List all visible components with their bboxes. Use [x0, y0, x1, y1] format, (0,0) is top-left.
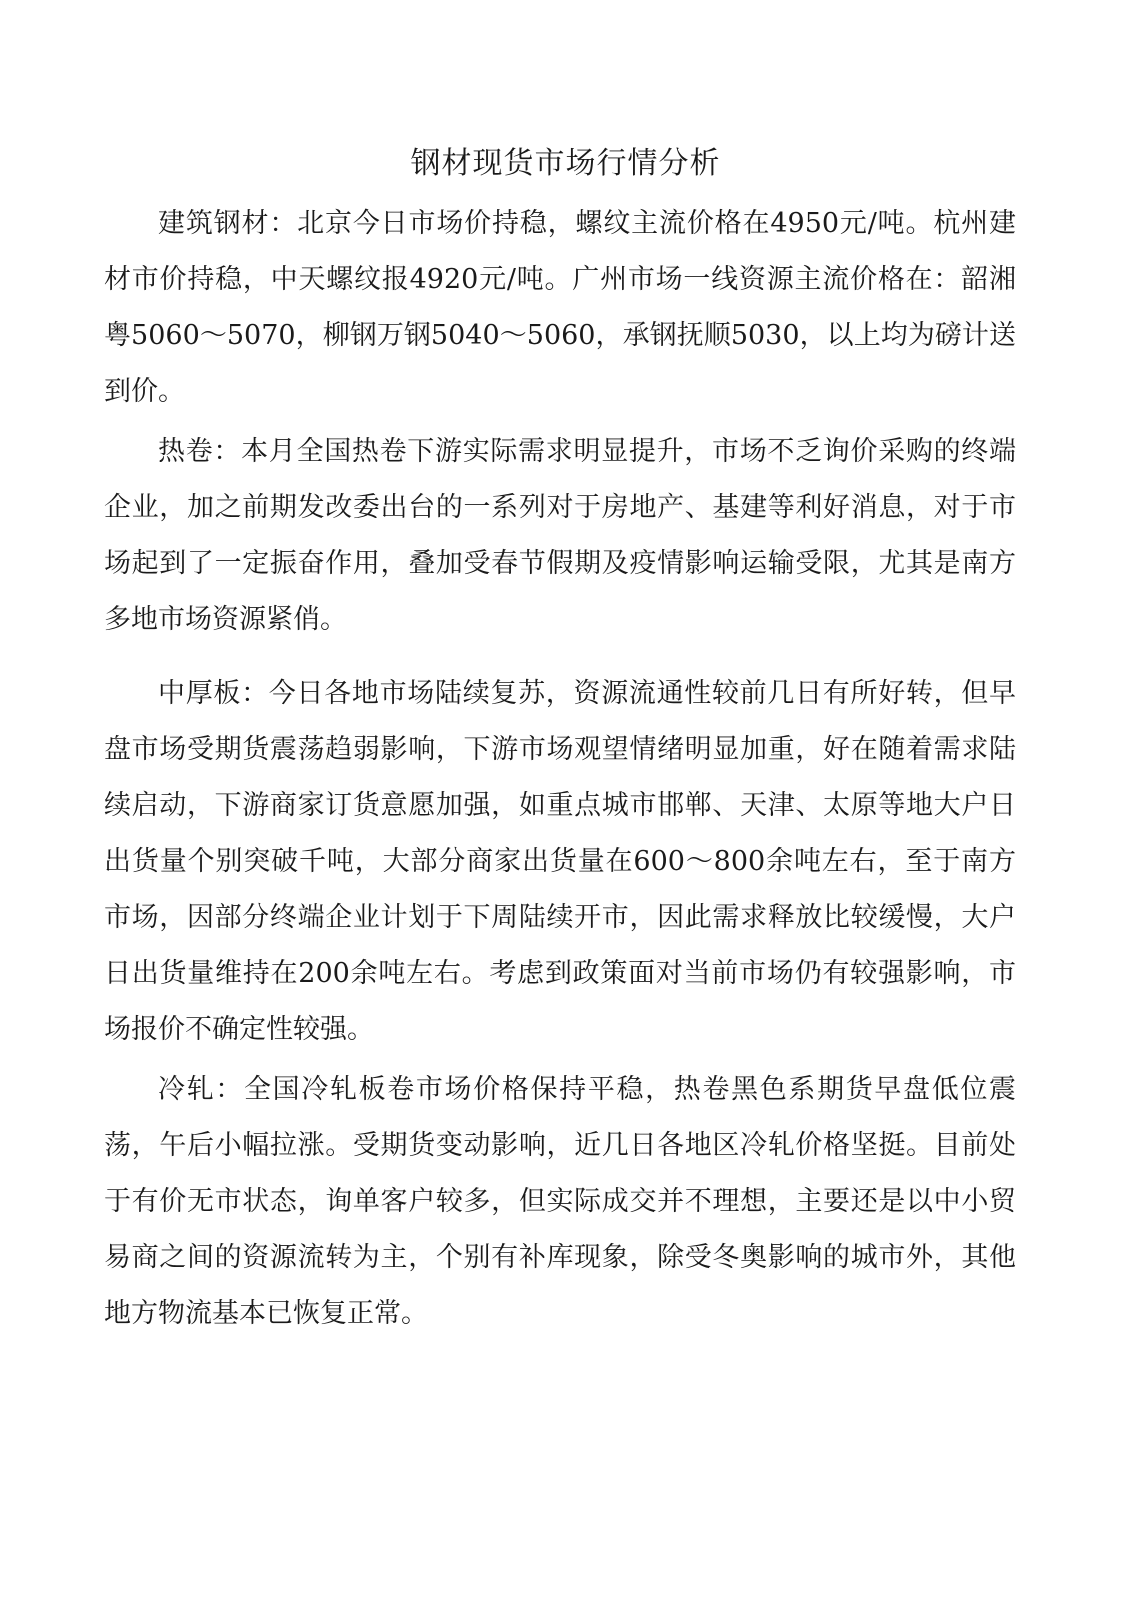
- paragraph-medium-heavy-plate: 中厚板：今日各地市场陆续复苏，资源流通性较前几日有所好转，但早盘市场受期货震荡趋弱影响，下游市场观望情绪明显加重，好在随着需求陆续启动，下游商家订货意愿加强，如重点城市邯郸、天津、太原等地大户日出货量个别突破千吨，大部分商家出货量在600～800余吨左右，至于南方市场，因部分终端企业计划于下周陆续开市，因此需求释放比较缓慢，大户日出货量维持在200余吨左右。考虑到政策面对当前市场仍有较强影响，市场报价不确定性较强。: [104, 678, 1016, 1045]
- document-body: [104, 196, 1016, 1342]
- paragraph-hot-rolled-coil: 热卷：本月全国热卷下游实际需求明显提升，市场不乏询价采购的终端企业，加之前期发改委出台的一系列对于房地产、基建等利好消息，对于市场起到了一定振奋作用，叠加受春节假期及疫情影响运输受限，尤其是南方多地市场资源紧俏。: [104, 436, 1016, 635]
- paragraph-cold-rolled: 冷轧：全国冷轧板卷市场价格保持平稳，热卷黑色系期货早盘低位震荡，午后小幅拉涨。受期货变动影响，近几日各地区冷轧价格坚挺。目前处于有价无市状态，询单客户较多，但实际成交并不理想，主要还是以中小贸易商之间的资源流转为主，个别有补库现象，除受冬奥影响的城市外，其他地方物流基本已恢复正常。: [104, 1074, 1016, 1329]
- paragraph-construction-steel: 建筑钢材：北京今日市场价持稳，螺纹主流价格在4950元/吨。杭州建材市价持稳，中天螺纹报4920元/吨。广州市场一线资源主流价格在：韶湘粤5060～5070，柳钢万钢5040～5060，承钢抚顺5030，以上均为磅计送到价。: [104, 208, 1016, 407]
- document-title: 钢材现货市场行情分析: [410, 146, 721, 181]
